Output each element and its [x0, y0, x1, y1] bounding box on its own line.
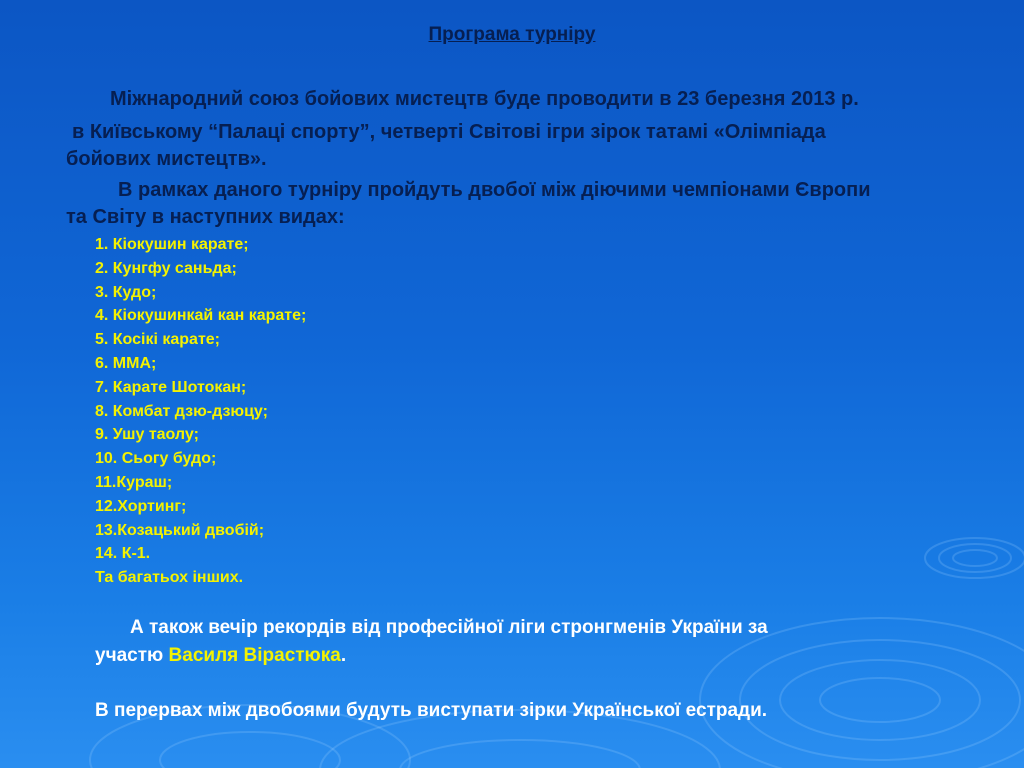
discipline-item: 14. К-1.: [95, 545, 151, 563]
discipline-item: 8. Комбат дзю-дзюцу;: [95, 402, 268, 420]
discipline-item: 7. Карате Шотокан;: [95, 378, 247, 396]
records-line-2: [95, 642, 346, 669]
framework-line-1: В рамках даного турніру пройдуть двобої між діючими чемпіонами Європи: [118, 179, 871, 201]
records-line-1: А також вечір рекордів від професійної ліги стронгменів України за: [130, 617, 768, 638]
disciplines-list: [95, 233, 306, 590]
intro-line-2: в Київському “Палаці спорту”, четверті Світові ігри зірок татамі «Олімпіада: [72, 121, 826, 143]
intro-line-3: бойових мистецтв».: [66, 148, 267, 170]
slide-title: Програма турніру: [428, 24, 596, 45]
records-prefix: участю: [95, 645, 169, 666]
breaks-line: В перервах між двобоями будуть виступати зірки Української естради.: [95, 700, 768, 721]
records-suffix: .: [340, 645, 347, 666]
framework-line-2: та Світу в наступних видах:: [66, 206, 345, 228]
discipline-item: 10. Сьогу будо;: [95, 450, 217, 468]
discipline-item: 9. Ушу таолу;: [95, 426, 199, 444]
strongman-name: Василя Вірастюка: [168, 645, 341, 666]
discipline-item: 3. Кудо;: [95, 283, 157, 301]
discipline-item: 4. Кіокушинкай кан карате;: [95, 307, 307, 325]
discipline-item: 5. Косікі карате;: [95, 331, 220, 349]
discipline-item: 11.Кураш;: [95, 473, 173, 491]
discipline-item: 6. ММА;: [95, 354, 157, 372]
discipline-item: 12.Хортинг;: [95, 497, 187, 515]
discipline-item: 2. Кунгфу саньда;: [95, 259, 237, 277]
intro-line-1: Міжнародний союз бойових мистецтв буде проводити в 23 березня 2013 р.: [110, 88, 859, 110]
discipline-item: 1. Кіокушин карате;: [95, 236, 249, 253]
discipline-item-others: Та багатьох інших.: [95, 569, 244, 587]
discipline-item: 13.Козацький двобій;: [95, 521, 265, 539]
